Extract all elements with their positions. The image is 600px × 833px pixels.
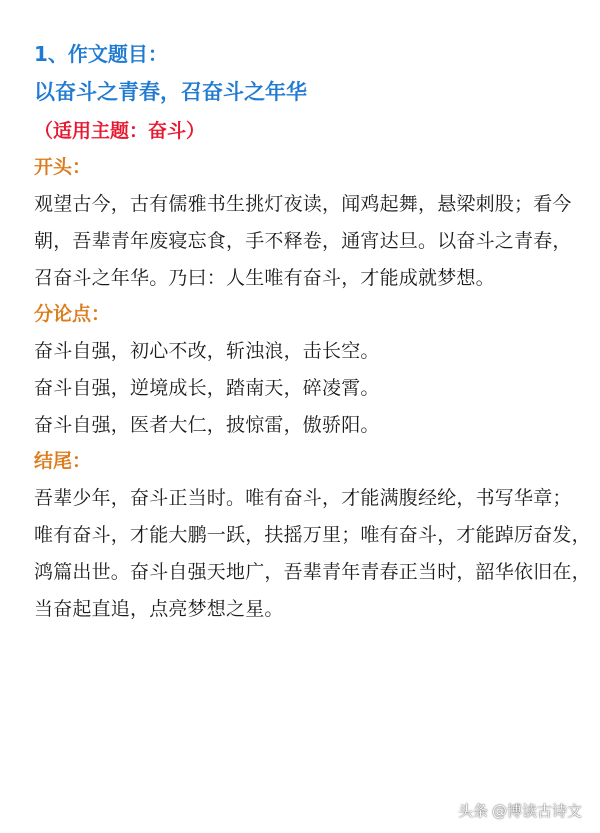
point-line: 奋斗自强，医者大仁，披惊雷，傲骄阳。 xyxy=(34,414,380,436)
ending-line: 当奋起直追，点亮梦想之星。 xyxy=(34,598,284,620)
opening-line: 朝，吾辈青年废寝忘食，手不释卷，通宵达旦。以奋斗之青春， xyxy=(34,230,572,252)
source-watermark xyxy=(458,800,582,821)
opening-heading: 开头： xyxy=(34,156,92,178)
opening-line: 召奋斗之年华。乃曰：人生唯有奋斗，才能成就梦想。 xyxy=(34,267,495,289)
watermark-account: @博读古诗文 xyxy=(491,802,582,820)
ending-line: 吾辈少年，奋斗正当时。唯有奋斗，才能满腹经纶，书写华章； xyxy=(34,487,572,509)
essay-title: 以奋斗之青春，召奋斗之年华 xyxy=(34,80,307,104)
theme-label: （适用主题：奋斗） xyxy=(34,120,206,142)
point-line: 奋斗自强，初心不改，斩浊浪，击长空。 xyxy=(34,340,380,362)
heading-number: 1、作文题目： xyxy=(34,42,168,66)
point-line: 奋斗自强，逆境成长，踏南天，碎凌霄。 xyxy=(34,377,380,399)
ending-heading: 结尾： xyxy=(34,450,92,472)
ending-line: 鸿篇出世。奋斗自强天地广，吾辈青年青春正当时，韶华依旧在， xyxy=(34,561,591,583)
ending-line: 唯有奋斗，才能大鹏一跃，扶摇万里；唯有奋斗，才能踔厉奋发， xyxy=(34,524,591,546)
points-heading: 分论点： xyxy=(34,303,111,325)
opening-line: 观望古今，古有儒雅书生挑灯夜读，闻鸡起舞，悬梁刺股；看今 xyxy=(34,193,572,215)
watermark-platform: 头条 xyxy=(457,802,488,820)
